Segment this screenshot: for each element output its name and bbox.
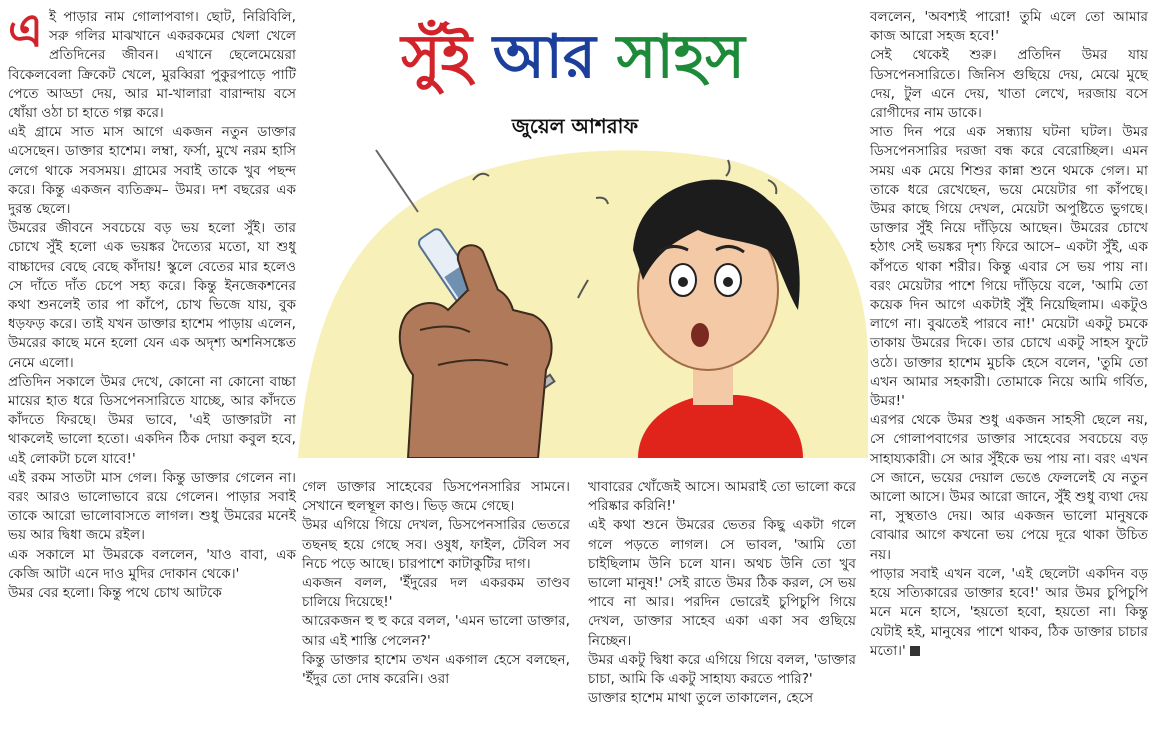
paragraph: এক সকালে মা উমরকে বললেন, 'যাও বাবা, এক কেজি আটা এনে দাও মুদির দোকান থেকে।' (8, 546, 296, 582)
paragraph: আরেকজন হু হু করে বলল, 'এমন ভালো ডাক্তার, আর এই শাস্তি পেলেন?' (302, 613, 570, 649)
paragraph: এই পাড়ার নাম গোলাপবাগ। ছোট, নিরিবিলি, সরু গলির মাঝখানে একরকমের খেলা খেলে প্রতিদিনের জীবন। এখানে ছেলেমেয়েরা বিকেলবেলা ক্রিকেট খেলে, মুরব্বিরা পুকুরপাড়ে পাটি পেতে আড্ডা দেয়, আর মা-খালারা বারান্দায় বসে ধোঁয়া ওঠা চা হাতে গল্প করে। (8, 3, 296, 122)
title-word-2: আর (492, 22, 596, 92)
paragraph: এই রকম সাতটা মাস গেল। কিন্তু ডাক্তার গেলেন না। বরং আরও ভালোভাবে রয়ে গেলেন। পাড়ার সবাই তাকে আরো ভালোবাসতে লাগল। শুধু উমরের মনেই ভয় আর দ্বিধা জমে রইল। (8, 469, 296, 544)
drop-cap: এ (8, 3, 43, 57)
article-column-4 (870, 8, 1148, 661)
author-byline: জুয়েল আশরাফ (511, 114, 639, 138)
title-word-1: সুঁই (401, 22, 472, 92)
paragraph: উমরের জীবনে সবচেয়ে বড় ভয় হলো সুঁই। তার চোখে সুঁই হলো এক ভয়ঙ্কর দৈত্যের মতো, যা শুধু বাচ্চাদের বেছে বেছে কাঁদায়! স্কুলে বেতের মার হলেও সে দাঁতে দাঁত চেপে সহ্য করে। কিন্তু ইনজেকশনের কথা শুনলেই তার পা কাঁপে, চোখ ভিজে যায়, বুক ধড়ফড় করে। তাই যখন ডাক্তার হাশেম পাড়ায় এলেন, উমরের কাছে মনে হলো যেন এক অদৃশ্য অশনিসঙ্কেত নেমে এলো। (8, 220, 296, 371)
paragraph: কিন্তু ডাক্তার হাশেম তখন একগাল হেসে বলছেন, 'ইঁদুর তো দোষ করেনি। ওরা (302, 651, 570, 688)
paragraph: এই কথা শুনে উমরের ভেতর কিছু একটা গলে গলে পড়তে লাগল। সে ভাবল, 'আমি তো চাইছিলাম উনি চলে যান। অথচ উনি তো খুব ভালো মানুষ!' সেই রাতে উমর ঠিক করল, সে ভয় পাবে না আর। পরদিন ভোরেই চুপিচুপি গিয়ে দেখল, ডাক্তার সাহেব একা একা সব গুছিয়ে নিচ্ছেন। (588, 517, 856, 649)
article-column-2 (302, 478, 570, 689)
boy-and-syringe-illustration (298, 140, 868, 458)
article-column-3 (588, 478, 856, 708)
paragraph: একজন বলল, 'ইঁদুরের দল একরকম তাণ্ডব চালিয়ে দিয়েছে!' (302, 575, 570, 611)
title-word-3: সাহস (616, 22, 745, 92)
paragraph: প্রতিদিন সকালে উমর দেখে, কোনো না কোনো বাচ্চা মায়ের হাত ধরে ডিসপেনসারিতে যাচ্ছে, আর কাঁদতে কাঁদতে ফিরছে। উমর ভাবে, 'এই ডাক্তারটা না থাকলেই ভালো হতো। একদিন ঠিক দোয়া কবুল হবে, এই লোকটা চলে যাবে!' (8, 373, 296, 467)
article-column-1 (8, 3, 296, 603)
article-title (368, 12, 778, 102)
paragraph: খাবারের খোঁজেই আসে। আমরাই তো ভালো করে পরিষ্কার করিনি!' (588, 479, 856, 515)
paragraph: গেল ডাক্তার সাহেবের ডিসপেনসারির সামনে। সেখানে হুলস্থূল কাণ্ড। ভিড় জমে গেছে। (302, 479, 570, 515)
paragraph: এই গ্রামে সাত মাস আগে একজন নতুন ডাক্তার এসেছেন। ডাক্তার হাশেম। লম্বা, ফর্সা, মুখে নরম হাসি লেগে থাকে সবসময়। গ্রামের সবাই তাকে খুব পছন্দ করে। কিন্তু একজন ব্যতিক্রম– উমর। দশ বছরের এক দুরন্ত ছেলে। (8, 124, 296, 218)
paragraph: সেই থেকেই শুরু। প্রতিদিন উমর যায় ডিসপেনসারিতে। জিনিস গুছিয়ে দেয়, মেঝে মুছে দেয়, টুল এনে দেয়, খাতা লেখে, দরজায় বসে রোগীদের নাম ডাকে। (870, 47, 1148, 122)
paragraph: উমর বের হলো। কিন্তু পথে চোখ আটকে (8, 585, 222, 602)
paragraph: বললেন, 'অবশ্যই পারো! তুমি এলে তো আমার কাজ আরো সহজ হবে!' (870, 9, 1148, 45)
paragraph: উমর একটু দ্বিধা করে এগিয়ে গিয়ে বলল, 'ডাক্তার চাচা, আমি কি একটু সাহায্য করতে পারি?' (588, 651, 856, 688)
paragraph: সাত দিন পরে এক সন্ধ্যায় ঘটনা ঘটল। উমর ডিসপেনসারির দরজা বন্ধ করে বেরোচ্ছিল। এমন সময় এক মেয়ে শিশুর কান্না শুনে থমকে গেল। মা তাকে ধরে রেখেছেন, ভয়ে মেয়েটার গা কাঁপছে। উমর কাছে গিয়ে দেখল, মেয়েটা অপুষ্টিতে ভুগছে। ডাক্তার সুঁই নিয়ে দাঁড়িয়ে আছেন। উমরের চোখে হঠাৎ সেই ভয়ঙ্কর দৃশ্য ফিরে আসে– একটা সুঁই, এক কাঁপতে থাকা শরীর। কিন্তু এবার সে ভয় পায় না। বরং মেয়েটার পাশে গিয়ে দাঁড়িয়ে বলে, 'আমি তো কয়েক দিন আগে একটাই সুঁই নিয়েছিলাম। একটুও লাগে না। বুঝতেই পারবে না!' মেয়েটা একটু চমকে তাকায় উমরের দিকে। তার চোখে একটু সাহস ফুটে ওঠে। ডাক্তার হাশেম মুচকি হেসে বলেন, 'তুমি তো এখন আমার সহকারী। তোমাকে নিয়ে আমি গর্বিত, উমর!' (870, 124, 1148, 410)
paragraph: এরপর থেকে উমর শুধু একজন সাহসী ছেলে নয়, সে গোলাপবাগের ডাক্তার সাহেবের সবচেয়ে বড় সাহায্যকারী। সে আর সুঁইকে ভয় পায় না। বরং এখন সে জানে, ভয়ের দেয়াল ভেঙে ফেললেই যে নতুন আলো আসে। উমর আরো জানে, সুঁই শুধু ব্যথা দেয় না, সুস্থতাও দেয়। আর একজন ভালো মানুষকে বোঝার আগে কখনো ভয় পেয়ে দূরে থাকা উচিত নয়। (870, 412, 1148, 563)
end-mark-icon (910, 646, 920, 656)
illustration (298, 140, 868, 458)
paragraph: ডাক্তার হাশেম মাথা তুলে তাকালেন, হেসে (588, 690, 814, 707)
paragraph: পাড়ার সবাই এখন বলে, 'এই ছেলেটা একদিন বড় হয়ে সত্যিকারের ডাক্তার হবে!' আর উমর চুপিচুপি মনে মনে হাসে, 'হয়তো হবো, হয়তো না। কিন্তু যেটাই হই, মানুষের পাশে থাকব, ঠিক ডাক্তার চাচার মতো।' (870, 565, 1148, 659)
paragraph: উমর এগিয়ে গিয়ে দেখল, ডিসপেনসারির ভেতরে তছনছ হয়ে গেছে সব। ওষুধ, ফাইল, টেবিল সব নিচে পড়ে আছে। চারপাশে কাটাকুটির দাগ। (302, 517, 570, 572)
